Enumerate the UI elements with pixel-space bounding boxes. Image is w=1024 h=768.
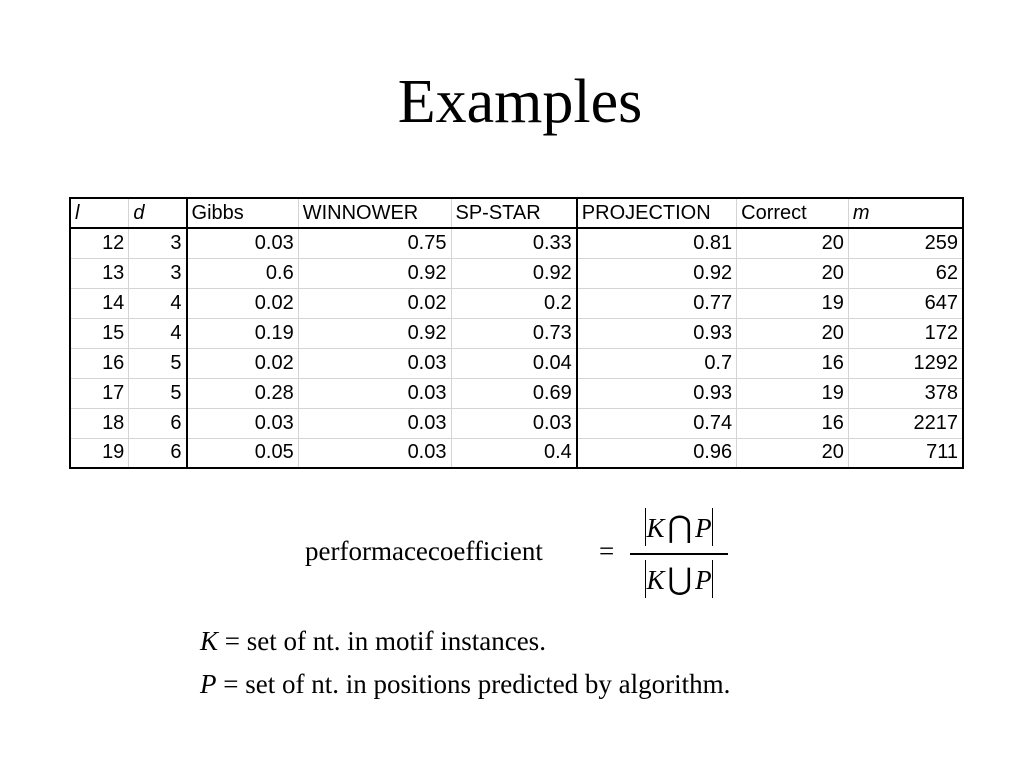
- cell-correct: 19: [737, 288, 849, 318]
- cell-d: 5: [129, 348, 187, 378]
- cell-l: 19: [70, 438, 129, 468]
- table-row: [70, 408, 963, 438]
- cell-sp-star: 0.73: [451, 318, 577, 348]
- cell-correct: 20: [737, 228, 849, 258]
- cell-winnower: 0.02: [298, 288, 451, 318]
- cell-gibbs: 0.03: [187, 408, 299, 438]
- set-k: K: [646, 565, 665, 595]
- cell-gibbs: 0.03: [187, 228, 299, 258]
- cell-l: 13: [70, 258, 129, 288]
- cell-winnower: 0.03: [298, 438, 451, 468]
- table-row: [70, 228, 963, 258]
- set-p: P: [695, 513, 712, 543]
- cell-winnower: 0.92: [298, 318, 451, 348]
- cell-correct: 19: [737, 378, 849, 408]
- cell-m: 259: [848, 228, 963, 258]
- fraction-line: [630, 553, 728, 555]
- union-symbol: ⋃: [667, 563, 693, 596]
- cell-gibbs: 0.05: [187, 438, 299, 468]
- cell-projection: 0.74: [577, 408, 737, 438]
- header-d: d: [129, 198, 187, 228]
- cell-gibbs: 0.19: [187, 318, 299, 348]
- header-sp-star: SP-STAR: [451, 198, 577, 228]
- cell-winnower: 0.03: [298, 408, 451, 438]
- definition-symbol: K: [200, 626, 219, 656]
- table-row: [70, 348, 963, 378]
- cell-d: 6: [129, 438, 187, 468]
- cell-sp-star: 0.03: [451, 408, 577, 438]
- cell-m: 62: [848, 258, 963, 288]
- cell-projection: 0.7: [577, 348, 737, 378]
- table-header-row: [70, 198, 963, 228]
- cell-projection: 0.81: [577, 228, 737, 258]
- cell-winnower: 0.03: [298, 378, 451, 408]
- cell-l: 15: [70, 318, 129, 348]
- cell-projection: 0.93: [577, 318, 737, 348]
- cell-projection: 0.77: [577, 288, 737, 318]
- cell-gibbs: 0.28: [187, 378, 299, 408]
- cell-winnower: 0.92: [298, 258, 451, 288]
- cell-m: 378: [848, 378, 963, 408]
- table-row: [70, 318, 963, 348]
- cell-m: 1292: [848, 348, 963, 378]
- abs-bar-right: [712, 508, 714, 546]
- cell-m: 172: [848, 318, 963, 348]
- cell-l: 17: [70, 378, 129, 408]
- cell-correct: 20: [737, 438, 849, 468]
- definition-text: = set of nt. in positions predicted by algorithm.: [216, 669, 731, 699]
- header-l: l: [70, 198, 129, 228]
- cell-correct: 16: [737, 348, 849, 378]
- cell-sp-star: 0.2: [451, 288, 577, 318]
- header-winnower: WINNOWER: [298, 198, 451, 228]
- definition-text: = set of nt. in motif instances.: [218, 626, 546, 656]
- cell-l: 18: [70, 408, 129, 438]
- cell-winnower: 0.75: [298, 228, 451, 258]
- set-k: K: [646, 513, 665, 543]
- cell-projection: 0.93: [577, 378, 737, 408]
- abs-bar-right: [712, 560, 714, 598]
- definition-symbol: P: [200, 669, 217, 699]
- cell-m: 2217: [848, 408, 963, 438]
- formula-equals: =: [599, 536, 615, 566]
- formula-denominator: [631, 560, 727, 598]
- cell-l: 14: [70, 288, 129, 318]
- cell-gibbs: 0.6: [187, 258, 299, 288]
- cell-correct: 20: [737, 318, 849, 348]
- definitions: [200, 620, 730, 706]
- cell-sp-star: 0.04: [451, 348, 577, 378]
- definition-k: [200, 620, 730, 663]
- set-p: P: [695, 565, 712, 595]
- cell-sp-star: 0.92: [451, 258, 577, 288]
- table-row: [70, 378, 963, 408]
- table-row: [70, 288, 963, 318]
- definition-p: [200, 663, 730, 706]
- header-correct: Correct: [737, 198, 849, 228]
- cell-projection: 0.92: [577, 258, 737, 288]
- cell-d: 4: [129, 318, 187, 348]
- cell-correct: 16: [737, 408, 849, 438]
- cell-d: 3: [129, 228, 187, 258]
- cell-l: 12: [70, 228, 129, 258]
- formula-label: performacecoefficient: [305, 536, 543, 566]
- formula-numerator: [631, 508, 727, 546]
- cell-correct: 20: [737, 258, 849, 288]
- table-row: [70, 438, 963, 468]
- cell-d: 5: [129, 378, 187, 408]
- cell-d: 4: [129, 288, 187, 318]
- cell-winnower: 0.03: [298, 348, 451, 378]
- cell-m: 647: [848, 288, 963, 318]
- intersection-symbol: ⋂: [667, 511, 693, 544]
- cell-gibbs: 0.02: [187, 288, 299, 318]
- cell-projection: 0.96: [577, 438, 737, 468]
- cell-m: 711: [848, 438, 963, 468]
- cell-sp-star: 0.33: [451, 228, 577, 258]
- results-table: [69, 197, 964, 469]
- cell-sp-star: 0.69: [451, 378, 577, 408]
- header-m: m: [848, 198, 963, 228]
- header-projection: PROJECTION: [577, 198, 737, 228]
- header-gibbs: Gibbs: [187, 198, 299, 228]
- cell-l: 16: [70, 348, 129, 378]
- slide-title: Examples: [397, 68, 643, 136]
- cell-d: 3: [129, 258, 187, 288]
- table-row: [70, 258, 963, 288]
- cell-d: 6: [129, 408, 187, 438]
- cell-gibbs: 0.02: [187, 348, 299, 378]
- cell-sp-star: 0.4: [451, 438, 577, 468]
